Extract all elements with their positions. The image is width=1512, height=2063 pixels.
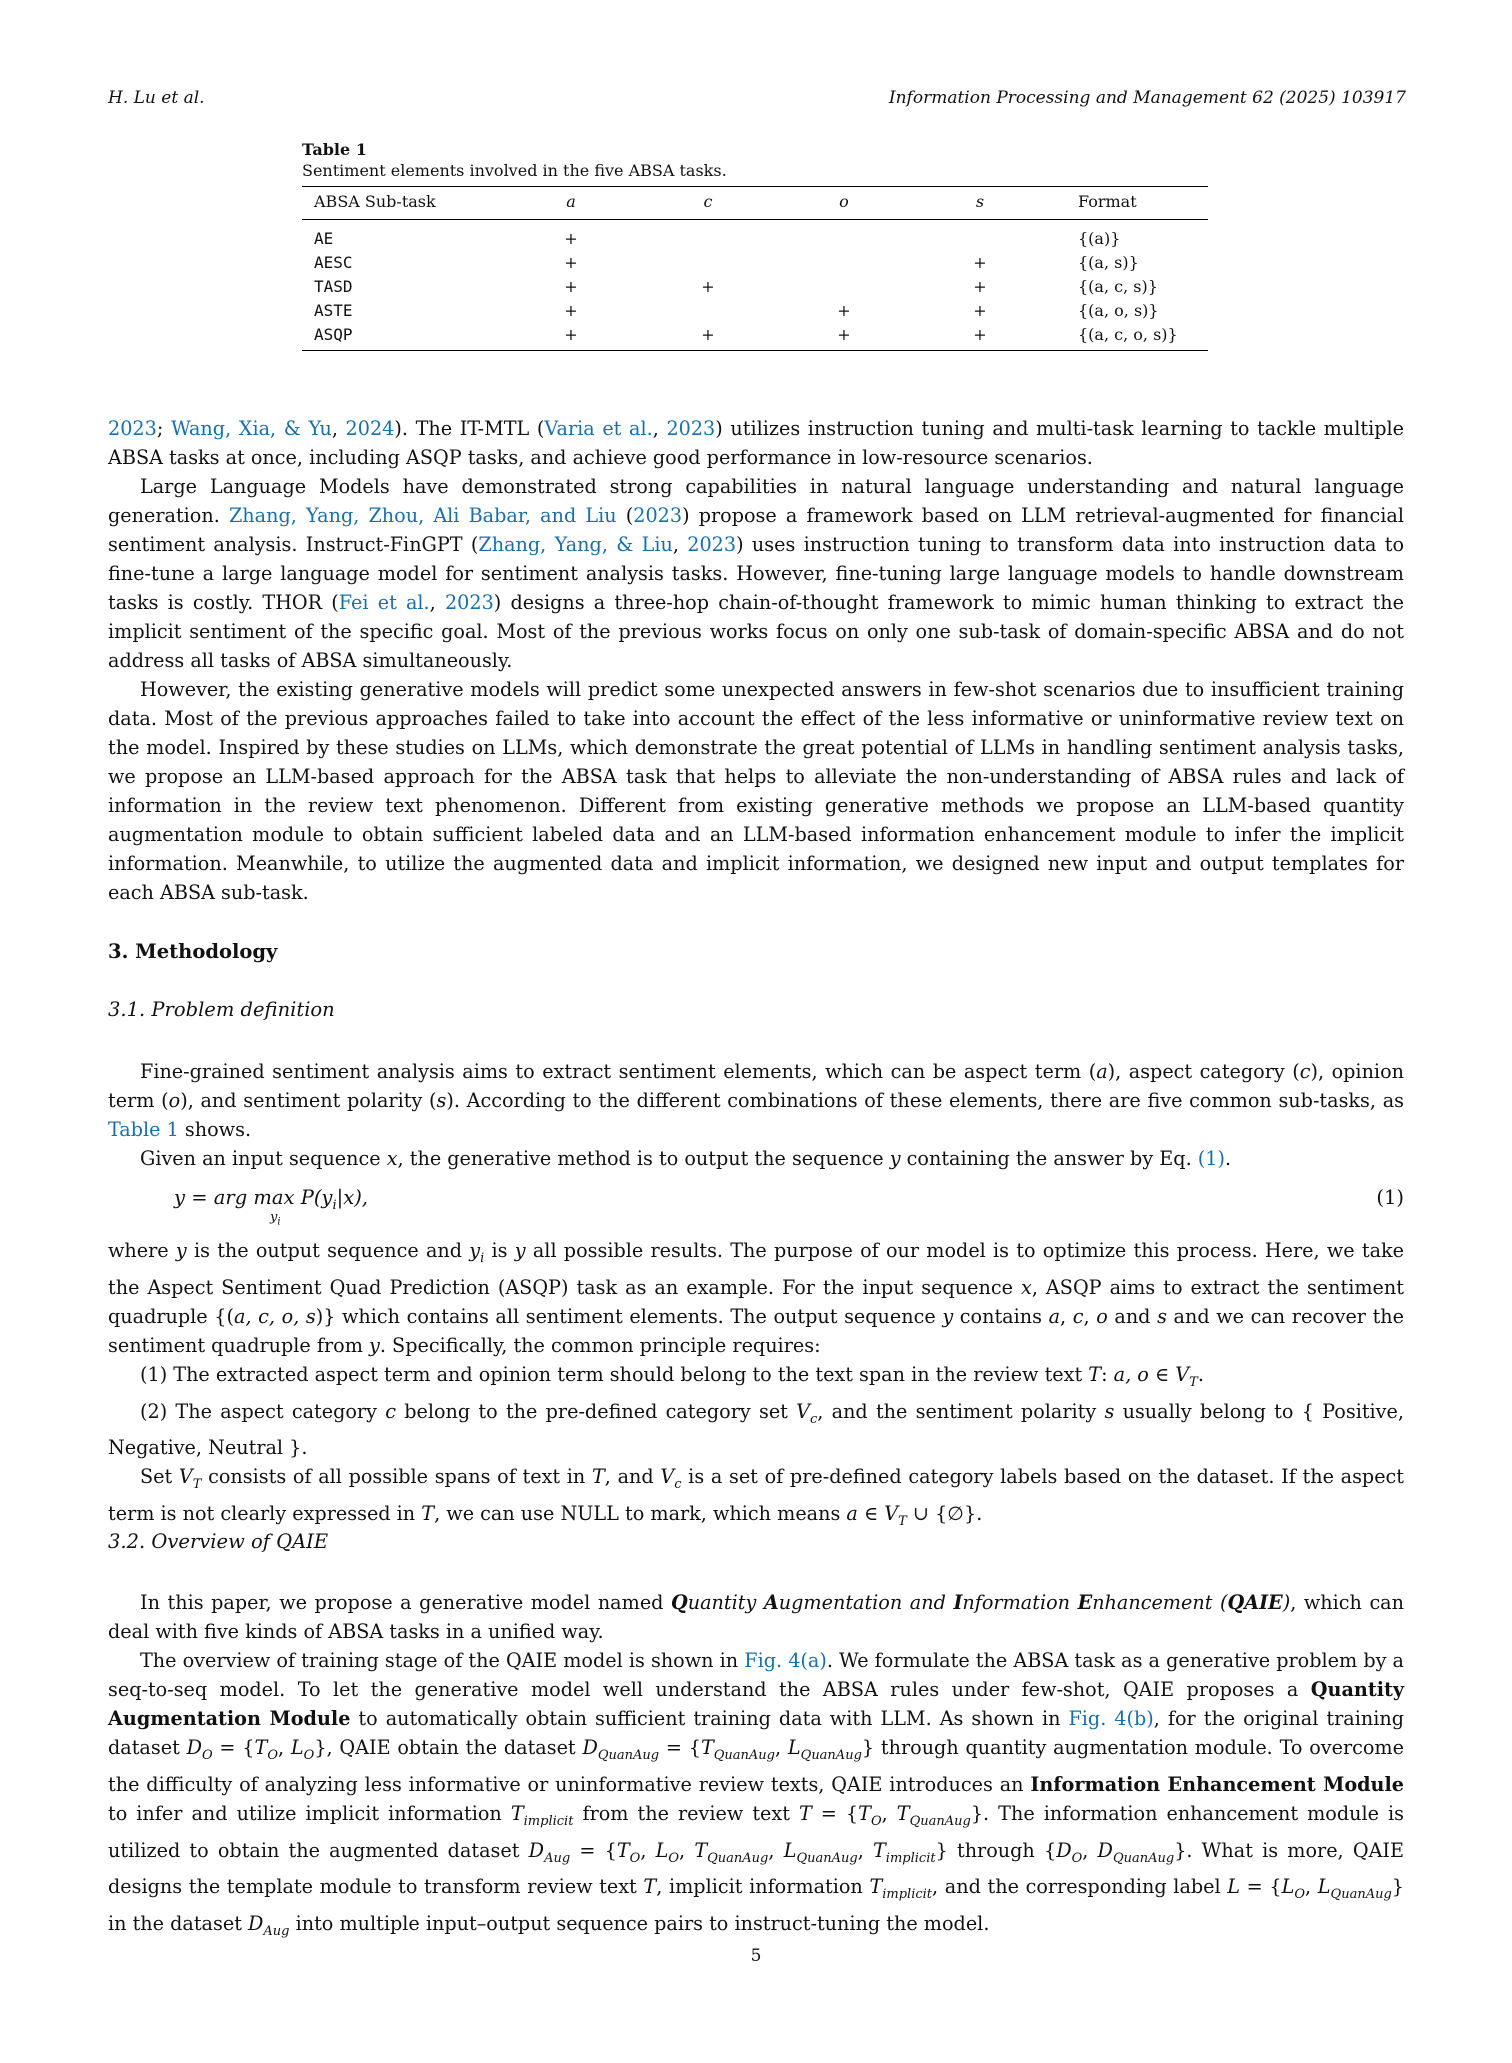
col-header-format: Format [1078, 192, 1137, 211]
table-caption: Sentiment elements involved in the five ABSA tasks. [302, 161, 727, 180]
a-cell: + [564, 229, 578, 248]
s-cell: + [973, 325, 987, 344]
table-row [302, 220, 1208, 252]
citation-link[interactable]: Varia et al. [544, 417, 653, 440]
task-cell: AESC [314, 253, 353, 272]
paragraph-rule-2: (2) The aspect category c belong to the pre-defined category set $V_c$, and the sentiment polarity s usually belong to { Positive, Negative, Neutral }. [108, 1399, 1404, 1460]
citation-link[interactable]: Zhang, Yang, & Liu [478, 533, 673, 556]
s-cell: + [973, 253, 987, 272]
task-cell: ASTE [314, 301, 353, 320]
table-row [302, 251, 1208, 275]
format-cell: {(a, s)} [1078, 253, 1139, 272]
task-cell: AE [314, 229, 334, 248]
c-cell: + [701, 277, 715, 296]
figure-ref-link[interactable]: Fig. 4(a) [744, 1649, 827, 1672]
citation-link[interactable]: 2024 [345, 417, 395, 440]
col-header-s: s [975, 192, 985, 211]
table-body [302, 220, 1208, 351]
page-number: 5 [750, 1946, 762, 1966]
c-cell [640, 251, 776, 275]
body-text-block-2 [108, 1057, 1404, 1173]
format-cell: {(a, c, s)} [1078, 277, 1158, 296]
paragraph-qaie-intro: In this paper, we propose a generative model named Quantity Augmentation and Information Enhancement (QAIE), which can deal with five kinds of ABSA tasks in a unified way. [108, 1591, 1404, 1643]
a-cell: + [564, 325, 578, 344]
o-cell [776, 220, 912, 252]
paragraph-qaie-overview: The overview of training stage of the QAIE model is shown in Fig. 4(a). We formulate the ABSA task as a generative problem by a seq-to-seq model. To let the generative model well understand the ABSA rules under few-shot, QAIE proposes a Quantity Augmentation Module to automatically obtain sufficient training data with LLM. As shown in Fig. 4(b), for the original training dataset $D_O = \{T_O$, $L_O$}, QAIE obtain the dataset $D_{QuanAug} = \{T_{QuanAug}$, $L_{QuanAug}$} through quantity augmentation module. To overcome the difficulty of analyzing less informative or uninformative review texts, QAIE introduces an Information Enhancement Module to infer and utilize implicit information $T_{implicit}$ from the review text $T = \{T_O$, $T_{QuanAug}$}. The information enhancement module is utilized to obtain the augmented dataset $D_{Aug} = \{T_O$, $L_O$, $T_{QuanAug}$, $L_{QuanAug}$, $T_{implicit}$} through {$D_O$, $D_{QuanAug}$}. What is more, QAIE designs the template module to transform review text T, implicit information $T_{implicit}$, and the corresponding label $L = \{L_O$, $L_{QuanAug}$} in the dataset $D_{Aug}$ into multiple input–output sequence pairs to instruct-tuning the model. [108, 1649, 1405, 1940]
figure-ref-link[interactable]: Fig. 4(b) [1068, 1707, 1154, 1730]
c-cell: + [701, 325, 715, 344]
table-row [302, 275, 1208, 299]
citation-link[interactable]: 2023 [444, 591, 494, 614]
citation-link[interactable]: 2023 [633, 504, 683, 527]
sentiment-elements-table [302, 186, 1208, 351]
paragraph-related-work: 2023; Wang, Xia, & Yu, 2024). The IT-MTL (Varia et al., 2023) utilizes instruction tuning and multi-task learning to tackle multiple ABSA tasks at once, including ASQP tasks, and achieve good performance in low-resource scenarios. [108, 417, 1404, 469]
citation-link[interactable]: 2023 [108, 417, 157, 440]
citation-link[interactable]: 2023 [687, 533, 737, 556]
o-cell [776, 251, 912, 275]
running-header-journal: Information Processing and Management 62 (2025) 103917 [888, 88, 1406, 108]
a-cell: + [564, 277, 578, 296]
body-text-block-4 [108, 1588, 1404, 1946]
paragraph-motivation: However, the existing generative models will predict some unexpected answers in few-shot scenarios due to insufficient training data. Most of the previous approaches failed to take into account the effect of the less informative or uninformative review text on the model. Inspired by these studies on LLMs, which demonstrate the great potential of LLMs in handling sentiment analysis tasks, we propose an LLM-based approach for the ABSA task that helps to alleviate the non-understanding of ABSA rules and lack of information in the review text phenomenon. Different from existing generative methods we propose an LLM-based quantity augmentation module to obtain sufficient labeled data and an LLM-based information enhancement module to infer the implicit information. Meanwhile, to utilize the augmented data and implicit information, we designed new input and output templates for each ABSA sub-task. [108, 678, 1404, 904]
c-cell [640, 299, 776, 323]
equation-number: (1) [1376, 1186, 1404, 1209]
section-heading-methodology: 3. Methodology [108, 940, 278, 963]
a-cell: + [564, 253, 578, 272]
citation-link[interactable]: Zhang, Yang, Zhou, Ali Babar, and Liu [228, 504, 617, 527]
col-header-a: a [566, 192, 576, 211]
task-cell: ASQP [314, 325, 353, 344]
format-cell: {(a)} [1078, 229, 1121, 248]
body-text-block-1 [108, 414, 1404, 907]
paragraph-generative: Given an input sequence x, the generative method is to output the sequence y containing the answer by Eq. (1). [140, 1147, 1232, 1170]
o-cell [776, 275, 912, 299]
col-header-c: c [703, 192, 713, 211]
c-cell [640, 220, 776, 252]
paragraph-problem: Fine-grained sentiment analysis aims to extract sentiment elements, which can be aspect term (a), aspect category (c), opinion term (o), and sentiment polarity (s). According to the different combinations of these elements, there are five common sub-tasks, as Table 1 shows. [108, 1060, 1404, 1141]
body-text-block-3 [108, 1236, 1404, 1536]
subsection-heading-overview: 3.2. Overview of QAIE [108, 1530, 329, 1553]
running-header-authors: H. Lu et al. [108, 88, 205, 108]
equation-1: y = arg max $y_i$ $P(y_i|x)$, [174, 1186, 368, 1228]
task-cell: TASD [314, 277, 353, 296]
table-1 [302, 140, 1208, 351]
format-cell: {(a, o, s)} [1078, 301, 1159, 320]
table-row [302, 323, 1208, 351]
table-header-row [302, 187, 1208, 220]
paragraph-asqp: where y is the output sequence and $y_i$ is y all possible results. The purpose of our model is to optimize this process. Here, we take the Aspect Sentiment Quad Prediction (ASQP) task as an example. For the input sequence x, ASQP aims to extract the sentiment quadruple {(a, c, o, s)} which contains all sentiment elements. The output sequence y contains a, c, o and s and we can recover the sentiment quadruple from y. Specifically, the common principle requires: [108, 1239, 1405, 1357]
paragraph-llm: Large Language Models have demonstrated strong capabilities in natural language understanding and natural language generation. Zhang, Yang, Zhou, Ali Babar, and Liu (2023) propose a framework based on LLM retrieval-augmented for financial sentiment analysis. Instruct-FinGPT (Zhang, Yang, & Liu, 2023) uses instruction tuning to transform data into instruction data to fine-tune a large language model for sentiment analysis tasks. However, fine-tuning large language models to handle downstream tasks is costly. THOR (Fei et al., 2023) designs a three-hop chain-of-thought framework to mimic human thinking to extract the implicit sentiment of the specific goal. Most of the previous works focus on only one sub-task of domain-specific ABSA and do not address all tasks of ABSA simultaneously. [108, 475, 1405, 672]
equation-ref-link[interactable]: (1) [1197, 1147, 1225, 1170]
citation-link[interactable]: Wang, Xia, & Yu [170, 417, 332, 440]
table-title: Table 1 [302, 140, 367, 159]
s-cell: + [973, 301, 987, 320]
paragraph-set-definition: Set $V_T$ consists of all possible spans of text in T, and $V_c$ is a set of pre-defined category labels based on the dataset. If the aspect term is not clearly expressed in T, we can use NULL to mark, which means a ∈ $V_T$ ∪ {∅}. [108, 1465, 1405, 1530]
table-row [302, 299, 1208, 323]
a-cell: + [564, 301, 578, 320]
citation-link[interactable]: Fei et al. [338, 591, 430, 614]
col-header-subtask: ABSA Sub-task [314, 192, 436, 211]
subsection-heading-problem-definition: 3.1. Problem definition [108, 998, 335, 1021]
format-cell: {(a, c, o, s)} [1078, 325, 1178, 344]
o-cell: + [837, 301, 851, 320]
col-header-o: o [839, 192, 849, 211]
s-cell: + [973, 277, 987, 296]
paragraph-rule-1: (1) The extracted aspect term and opinion term should belong to the text span in the review text T: a, o ∈ $V_T$. [140, 1362, 1204, 1390]
citation-link[interactable]: 2023 [666, 417, 716, 440]
o-cell: + [837, 325, 851, 344]
table-ref-link[interactable]: Table 1 [108, 1118, 179, 1141]
s-cell [912, 220, 1048, 252]
